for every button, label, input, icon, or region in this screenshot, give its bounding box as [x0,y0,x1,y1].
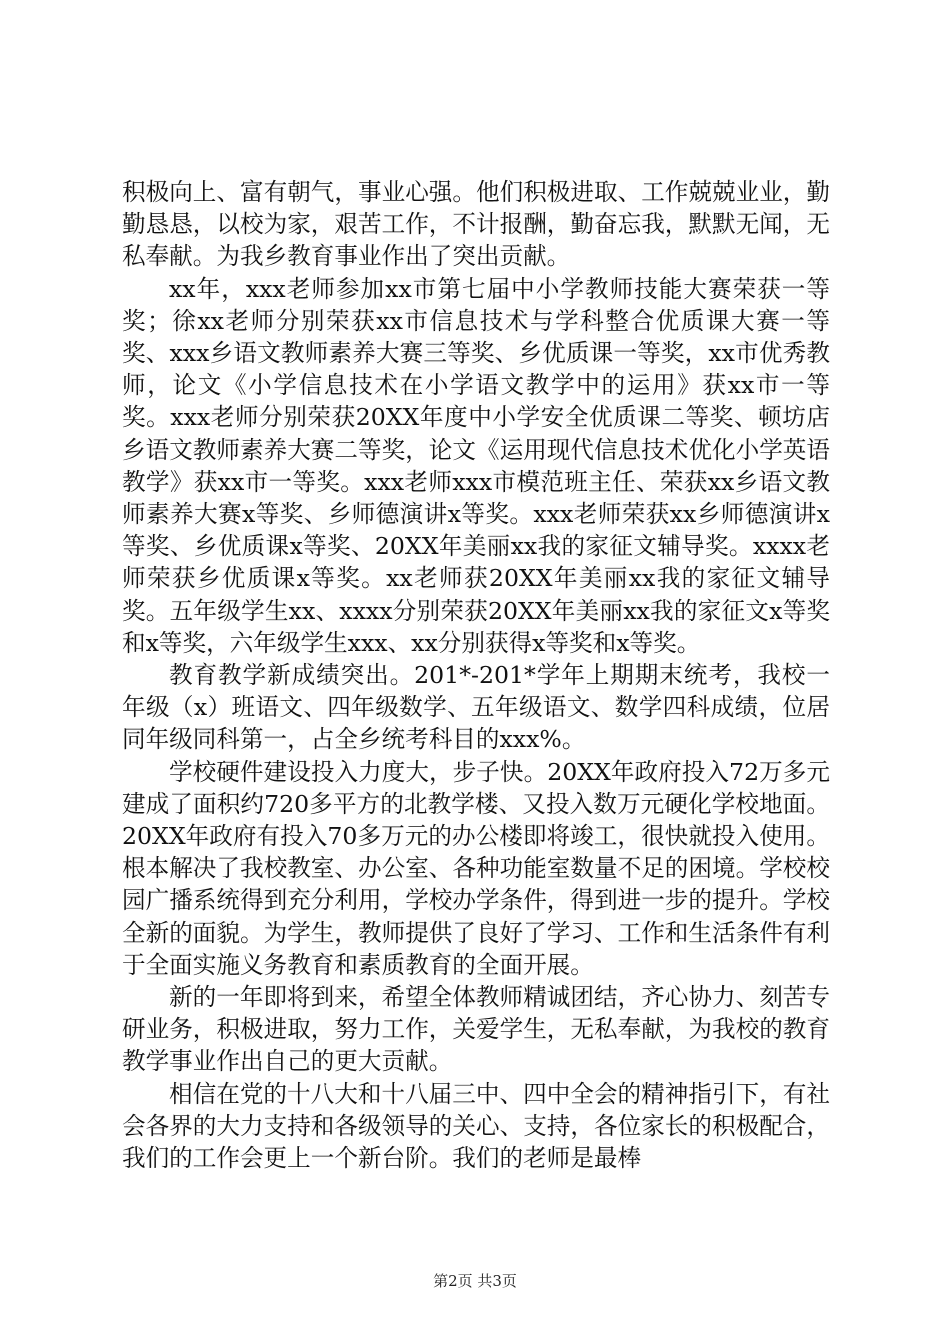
paragraph-closing: 相信在党的十八大和十八届三中、四中全会的精神指引下，有社会各界的大力支持和各级领导的关心、支持，各位家长的积极配合，我们的工作会更上一个新台阶。我们的老师是最棒 [122,1079,830,1173]
paragraph-awards: xx年，xxx老师参加xx市第七届中小学教师技能大赛荣获一等奖；徐xx老师分别荣获xx市信息技术与学科整合优质课大赛一等奖、xxx乡语文教师素养大赛三等奖、乡优质课一等奖，xx市优秀教师，论文《小学信息技术在小学语文教学中的运用》获xx市一等奖。xxx老师分别荣获20XX年度中小学安全优质课二等奖、顿坊店乡语文教师素养大赛二等奖，论文《运用现代信息技术优化小学英语教学》获xx市一等奖。xxx老师xxx市模范班主任、荣获xx乡语文教师素养大赛x等奖、乡师德演讲x等奖。xxx老师荣获xx乡师德演讲x等奖、乡优质课x等奖、20XX年美丽xx我的家征文辅导奖。xxxx老师荣获乡优质课x等奖。xx老师获20XX年美丽xx我的家征文辅导奖。五年级学生xx、xxxx分别荣获20XX年美丽xx我的家征文x等奖和x等奖，六年级学生xxx、xx分别获得x等奖和x等奖。 [122,274,830,657]
page-number-label: 第2页 共3页 [433,1272,517,1290]
document-body [122,176,830,1174]
paragraph-hardware-construction: 学校硬件建设投入力度大，步子快。20XX年政府投入72万多元建成了面积约720多平方的北教学楼、又投入数万元硬化学校地面。20XX年政府有投入70多万元的办公楼即将竣工，很快就投入使用。根本解决了我校教室、办公室、各种功能室数量不足的困境。学校校园广播系统得到充分利用，学校办学条件，得到进一步的提升。学校全新的面貌。为学生，教师提供了良好了学习、工作和生活条件有利于全面实施义务教育和素质教育的全面开展。 [122,757,830,979]
paragraph-teaching-results: 教育教学新成绩突出。201*-201*学年上期期末统考，我校一年级（x）班语文、四年级数学、五年级语文、数学四科成绩，位居同年级同科第一，占全乡统考科目的xxx%。 [122,661,830,754]
paragraph-new-year-hopes: 新的一年即将到来，希望全体教师精诚团结，齐心协力、刻苦专研业务，积极进取，努力工作，关爱学生，无私奉献，为我校的教育教学事业作出自己的更大贡献。 [122,983,830,1076]
paragraph-continuation: 积极向上、富有朝气，事业心强。他们积极进取、工作兢兢业业，勤勤恳恳，以校为家，艰苦工作，不计报酬，勤奋忘我，默默无闻，无私奉献。为我乡教育事业作出了突出贡献。 [122,178,830,271]
page-footer [0,1271,950,1291]
